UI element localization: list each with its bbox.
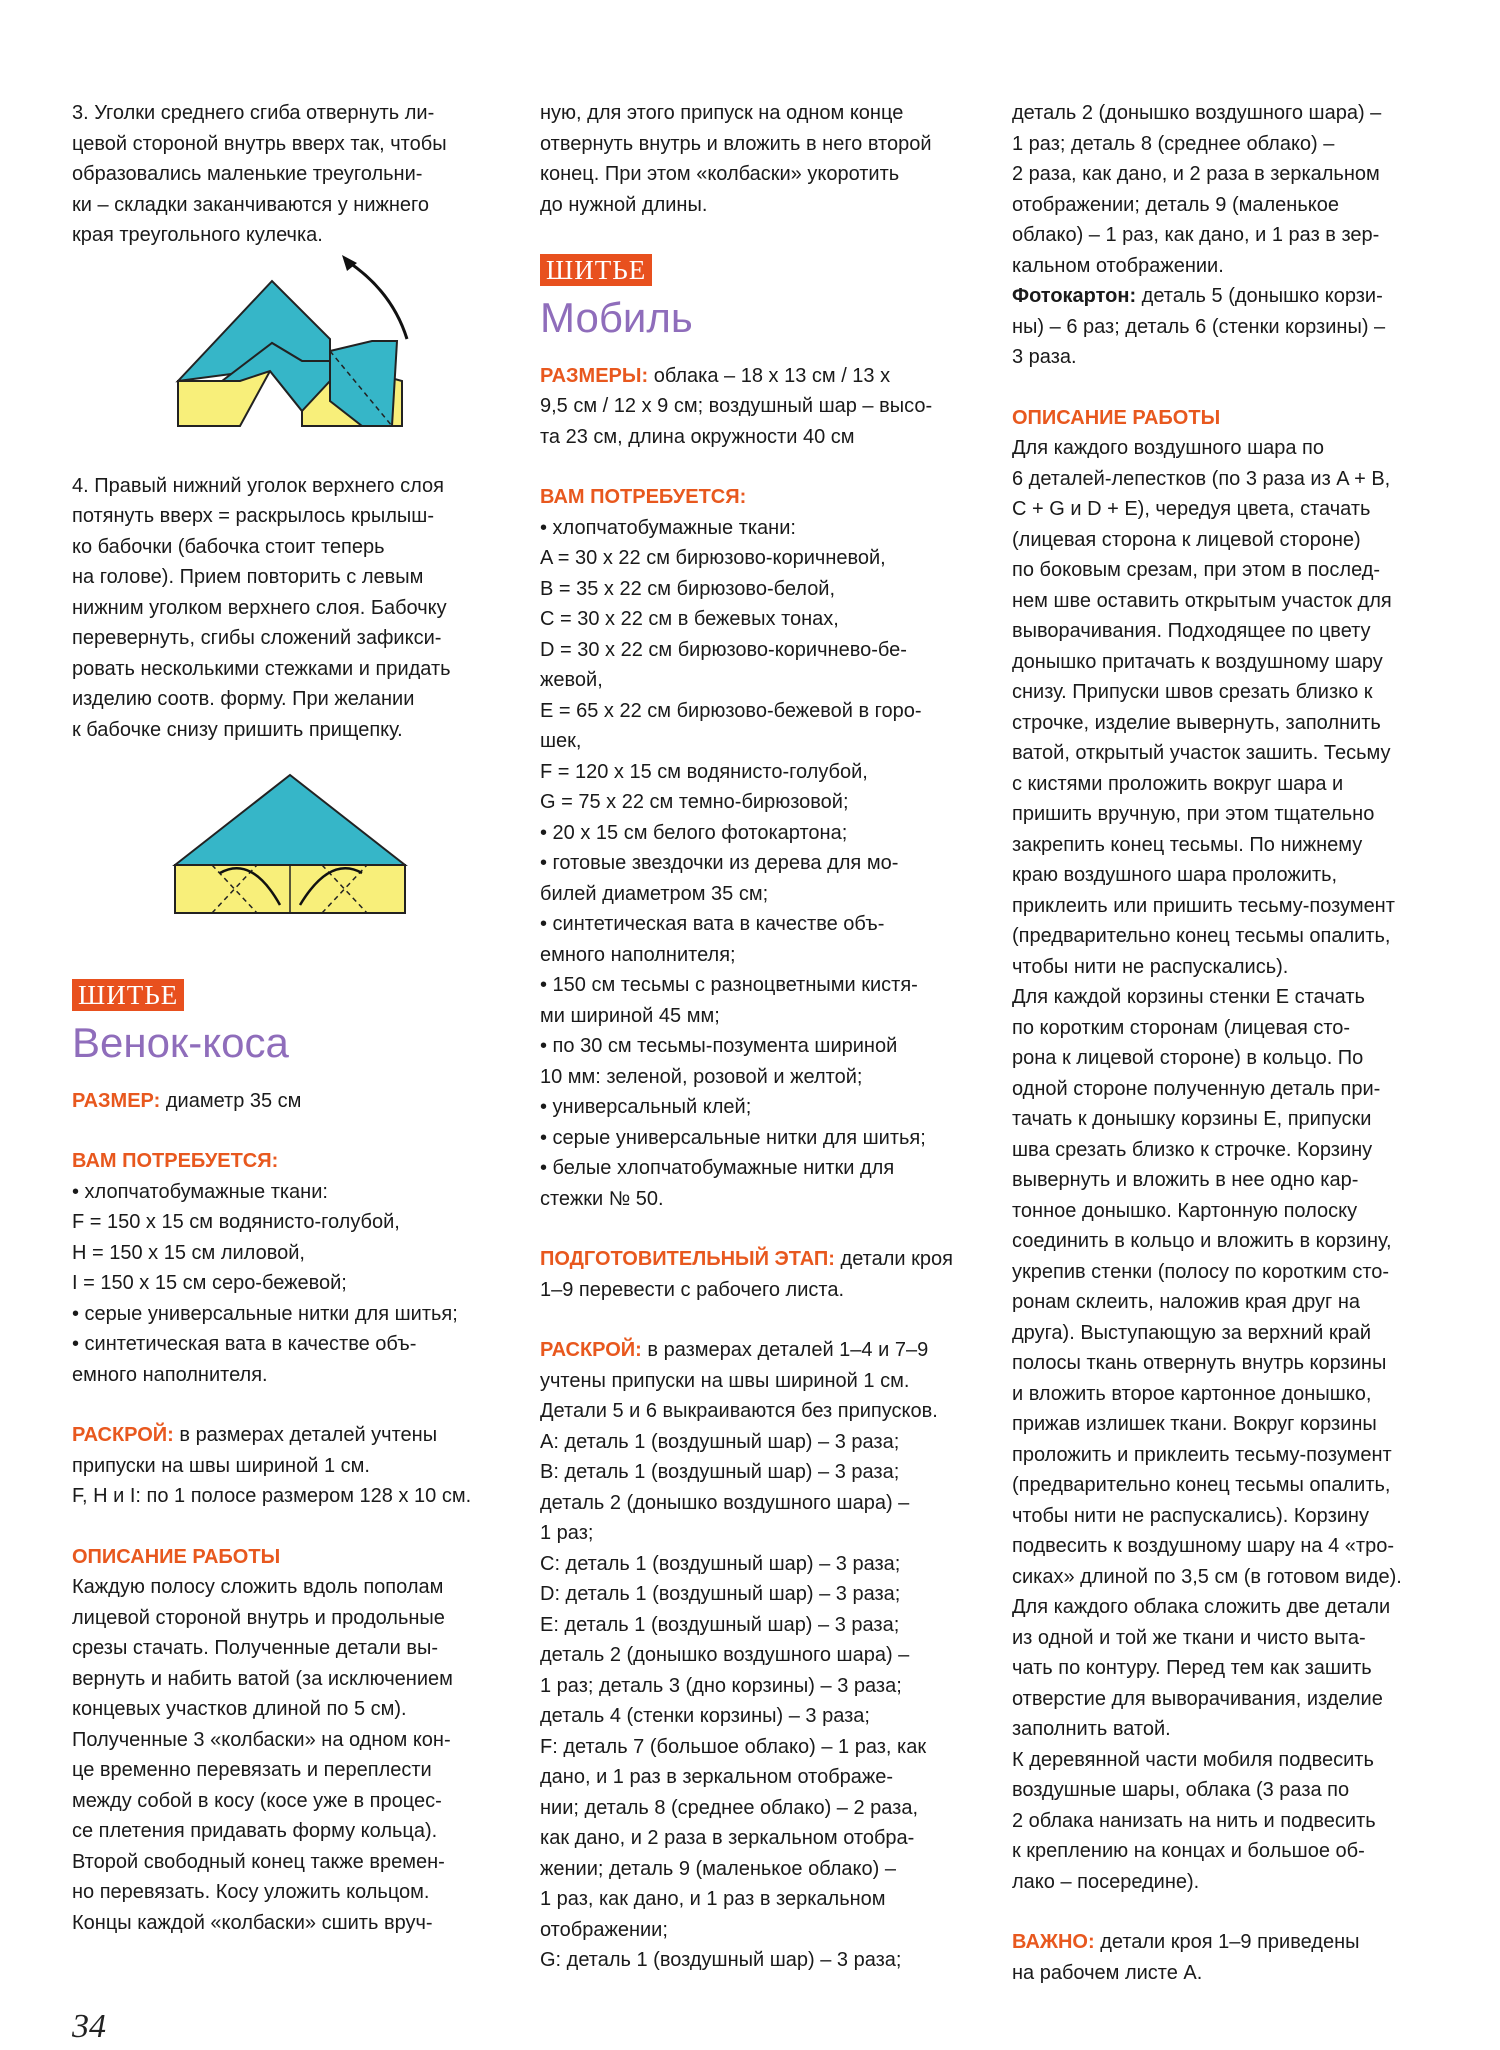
need-heading: ВАМ ПОТРЕБУЕТСЯ: [540,486,747,508]
step-3-text: 3. Уголки среднего сгиба отвернуть ли- цевой стороной внутрь вверх так, чтобы образовались маленькие треугольни- ки – складки заканчиваются у нижнего края треугольного кулечка. [72,102,447,246]
sizes-line: РАЗМЕРЫ: облака – 18 x 13 см / 13 x [540,364,891,387]
column-2: ную, для этого припуск на одном конце отвернуть внутрь и вложить в него второй конец. При этом «колбаски» укоротить до нужной длины. ШИТЬЕ Мобиль РАЗМЕРЫ: облака – 18 x 13 см / 13 x 9,5 см / 12 x 9 см; воздушный шар – высо- та 23 см, длина окружности 40 см ВАМ ПОТРЕБУЕТСЯ: • хлопчатобумажные ткани: A = 30 x 22 см бирюзово-коричневой, B = 35 x 22 см бирюзово-белой, C = 30 x 22 см в бежевых тонах, D = 30 x 22 см бирюзово-коричнево-бе- жевой, E = 65 x 22 см бирюзово-бежевой в горо- шек, F = 120 x 15 см водянисто-голубой, G = 75 x 22 см темно-бирюзовой; • 20 x 15 см белого фотокартона; • готовые звездочки из дерева для мо- билей диаметром 35 см; • синтетическая вата в качестве объ- емного наполнителя; • 150 см тесьмы с разноцветными кистя- ми шириной 45 мм; • по 30 см тесьмы-позумента шириной 10 мм: зеленой, розовой и желтой; • универсальный клей; • серые универсальные нитки для шитья; • белые хлопчатобумажные нитки для стежки № 50. ПОДГОТОВИТЕЛЬНЫЙ ЭТАП: детали кроя 1–9 перевести с рабочего листа. РАСКРОЙ: в размерах деталей 1–4 и 7–9 учтены припуски на швы шириной 1 см. Детали 5 и 6 выкраиваются без припусков. A: деталь 1 (воздушный шар) – 3 раза; B: деталь 1 (воздушный шар) – 3 раза; деталь 2 (донышко воздушного шара) – 1 раз; C: деталь 1 (воздушный шар) – 3 раза; D: деталь 1 (воздушный шар) – 3 раза; E: деталь 1 (воздушный шар) – 3 раза; деталь 2 (донышко воздушного шара) – 1 раз; деталь 3 (дно корзины) – 3 раза; деталь 4 (стенки корзины) – 3 раза; F: деталь 7 (большое облако) – 1 раз, как дано, и 1 раз в зеркальном отображе- нии; деталь 8 (среднее облако) – 2 раза, как дано, и 2 раза в зеркальном отобра- жении; деталь 9 (маленькое облако) – 1 раз, как дано, и 1 раз в зеркальном отображении; G: деталь 1 (воздушный шар) – 3 раза; [540,98,990,1976]
cut-line: РАСКРОЙ: в размерах деталей 1–4 и 7–9 [540,1339,929,1361]
section-title-wreath: Венок-коса [72,1018,289,1066]
size-line: РАЗМЕР: диаметр 35 см [72,1089,302,1112]
section-title-mobile: Мобиль [540,293,693,341]
step-4-text: 4. Правый нижний уголок верхнего слоя потянуть вверх = раскрылось крылыш- ко бабочки (бабочка стоит теперь на голове). Прием повторить с левым нижним уголком верхнего слоя. Бабочку перевернуть, сгибы сложений зафикси- ровать несколькими стежками и придать изделию соотв. форму. При желании к бабочке снизу пришить прищепку. [72,474,451,741]
important-line: ВАЖНО: детали кроя 1–9 приведены [1012,1931,1360,1953]
photo-line: Фотокартон: деталь 5 (донышко корзи- [1012,285,1383,307]
section-tag-sewing: ШИТЬЕ [72,979,184,1011]
cut-line: РАСКРОЙ: в размерах деталей учтены [72,1424,438,1446]
page-number: 34 [72,2008,106,2045]
desc-heading: ОПИСАНИЕ РАБОТЫ [1012,406,1221,429]
need-heading: ВАМ ПОТРЕБУЕТСЯ: [72,1150,279,1172]
origami-figure-2 [72,745,522,965]
origami-figure-1 [72,251,522,471]
prep-line: ПОДГОТОВИТЕЛЬНЫЙ ЭТАП: детали кроя [540,1248,953,1270]
column-3: деталь 2 (донышко воздушного шара) – 1 раз; деталь 8 (среднее облако) – 2 раза, как дано, и 2 раза в зеркальном отображении; деталь 9 (маленькое облако) – 1 раз, как дано, и 1 раз в зер- кальном отображении. Фотокартон: деталь 5 (донышко корзи- ны) – 6 раз; деталь 6 (стенки корзины) – 3 раза. ОПИСАНИЕ РАБОТЫ Для каждого воздушного шара по 6 деталей-лепестков (по 3 раза из A + B, C + G и D + E), чередуя цвета, стачать (лицевая сторона к лицевой стороне) по боковым срезам, при этом в послед- нем шве оставить открытым участок для выворачивания. Подходящее по цвету донышко притачать к воздушному шару снизу. Припуски швов срезать близко к строчке, изделие вывернуть, заполнить ватой, открытый участок зашить. Тесьму с кистями проложить вокруг шара и пришить вручную, при этом тщательно закрепить конец тесьмы. По нижнему краю воздушного шара проложить, приклеить или пришить тесьму-позумент (предварительно конец тесьмы опалить, чтобы нити не распускались). Для каждой корзины стенки E стачать по коротким сторонам (лицевая сто- рона к лицевой стороне) в кольцо. По одной стороне полученную деталь при- тачать к донышку корзины E, припуски шва срезать близко к строчке. Корзину вывернуть и вложить в нее одно кар- тонное донышко. Картонную полоску соединить в кольцо и вложить в корзину, укрепив стенки (полосу по коротким сто- ронам склеить, наложив края друг на друга). Выступающую за верхний край полосы ткань отвернуть внутрь корзины и вложить второе картонное донышко, прижав излишек ткани. Вокруг корзины проложить и приклеить тесьму-позумент (предварительно конец тесьмы опалить, чтобы нити не распускались). Корзину подвесить к воздушному шару на 4 «тро- сиках» длиной по 3,5 см (в готовом виде). Для каждого облака сложить две детали из одной и той же ткани и чисто выта- чать по контуру. Перед тем как зашить отверстие для выворачивания, изделие заполнить ватой. К деревянной части мобиля подвесить воздушные шары, облака (3 раза по 2 облака нанизать на нить и подвесить к креплению на концах и большое об- лако – посередине). ВАЖНО: детали кроя 1–9 приведены на рабочем листе A. [1012,98,1457,1988]
section-tag-sewing: ШИТЬЕ [540,254,652,286]
column-1: 3. Уголки среднего сгиба отвернуть ли- цевой стороной внутрь вверх так, чтобы образовались маленькие треугольни- ки – складки заканчиваются у нижнего края треугольного кулечка. 4. Правый нижний уголок верхнего слоя потянуть вверх = раскрылось крылыш- ко бабочки (бабочка стоит теперь на голове). Прием повторить с левым нижним уголком верхнего слоя. Бабочку перевернуть, сгибы сложений зафикси- ровать несколькими стежками и придать изделию соотв. форму. При желании к бабочке снизу пришить прищепку. ШИТЬЕ Венок-коса РАЗМЕР: диаметр 35 см ВАМ ПОТРЕБУЕТСЯ: • хлопчатобумажные ткани: F = 150 x 15 см водянисто-голубой, H = 150 x 15 см лиловой, I = 150 x 15 см серо-бежевой; • серые универсальные нитки для шитья; • синтетическая вата в качестве объ- емного наполнителя. РАСКРОЙ: в размерах деталей учтены припуски на швы шириной 1 см. F, H и I: по 1 полосе размером 128 x 10 см. ОПИСАНИЕ РАБОТЫ Каждую полосу сложить вдоль пополам лицевой стороной внутрь и продольные срезы стачать. Полученные детали вы- вернуть и набить ватой (за исключением концевых участков длиной по 5 см). Полученные 3 «колбаски» на одном кон- це временно перевязать и переплести между собой в косу (косе уже в процес- се плетения придавать форму кольца). Второй свободный конец также времен- но перевязать. Косу уложить кольцом. Концы каждой «колбаски» сшить вруч- [72,98,522,1938]
desc-heading: ОПИСАНИЕ РАБОТЫ [72,1545,281,1568]
